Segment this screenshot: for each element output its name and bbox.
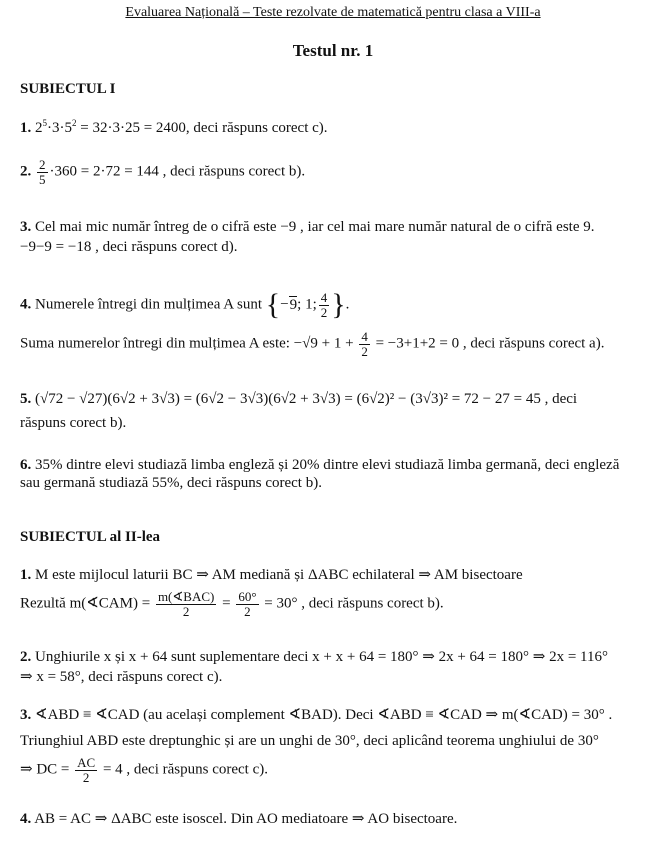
problem-number: 1. <box>20 120 32 136</box>
problem-1-3-line2: −9−9 = −18 , deci răspuns corect d). <box>20 239 238 255</box>
fraction-angle-bac: $\frac{\text{m(∢BAC)}}{2}$ <box>157 589 215 619</box>
problem-number: 2. <box>20 163 32 180</box>
problem-number: 6. <box>20 457 32 473</box>
problem-text: = 4 , deci răspuns corect c). <box>102 761 268 778</box>
problem-2-2-line2: ⇒ x = 58°, deci răspuns corect c). <box>20 669 223 685</box>
problem-text: (√72 − √27)(6√2 + 3√3) = (6√2 − 3√3)(6√2 + 3√3) = (6√2)² − (3√3)² = 72 − 27 = 45 , deci <box>35 391 578 407</box>
problem-number: 2. <box>20 649 32 665</box>
problem-2-3-line3 <box>20 756 660 784</box>
fraction-ac-2: $\frac{AC}{2}$ <box>77 755 96 785</box>
problem-1-5-line2: răspuns corect b). <box>20 415 127 431</box>
problem-text: 35% dintre elevi studiază limba engleză și 20% dintre elevi studiază limba germană, deci engleză <box>35 457 620 473</box>
fraction-60-2: $\frac{60^\circ}{2}$ <box>238 589 257 619</box>
problem-1-5-line1 <box>20 390 660 409</box>
problem-text: Numerele întregi din mulțimea A sunt <box>35 296 263 313</box>
problem-2-2-line1 <box>20 648 660 667</box>
page-header: Evaluarea Națională – Teste rezolvate de matematică pentru clasa a VIII-a <box>125 5 541 20</box>
problem-number: 4. <box>20 811 32 827</box>
problem-1-3-line1 <box>20 218 660 237</box>
problem-number: 3. <box>20 219 32 235</box>
fraction-2-5: $\frac{2}{5}$ <box>39 157 46 187</box>
problem-2-3-line2: Triunghiul ABD este dreptunghic și are un unghi de 30°, deci aplicând teorema unghiului de 30° <box>20 733 599 749</box>
problem-text: ·360 = 2·72 = 144 , deci răspuns corect b). <box>49 163 306 180</box>
section-heading-2: SUBIECTUL al II-lea <box>20 529 161 545</box>
problem-2-1-line2: Rezultă m(∢CAM) = $\frac{\text{m(∢BAC)}}{2}$ = $\frac{60^\circ}{2}$ = 30° , deci răspuns corect b). <box>20 589 444 619</box>
fraction-4-2: $\frac{4}{2}$ <box>361 329 368 359</box>
problem-2-1-line1 <box>20 566 660 585</box>
page-title: Testul nr. 1 <box>292 41 374 60</box>
section-heading-1: SUBIECTUL I <box>20 81 116 97</box>
set-close-brace: } <box>331 288 346 321</box>
problem-number: 5. <box>20 391 32 407</box>
problem-1-2 <box>20 158 660 186</box>
problem-1-4-line1: 4. Numerele întregi din mulțimea A sunt {−9; 1; $\frac{4}{2}$ }. <box>20 288 350 321</box>
problem-text: M este mijlocul laturii BC ⇒ AM mediană și ΔABC echilateral ⇒ AM bisectoare <box>35 567 523 583</box>
fraction-4-2: $\frac{4}{2}$ <box>320 290 328 320</box>
problem-1-6-line2: sau germană studiază 55%, deci răspuns corect b). <box>20 475 322 491</box>
problem-text: Suma numerelor întregi din mulțimea A este: −√9 + 1 + <box>20 335 354 352</box>
problem-text: Rezultă m(∢CAM) = <box>20 595 151 612</box>
problem-text: AB = AC ⇒ ΔABC este isoscel. Din AO mediatoare ⇒ AO bisectoare. <box>34 811 458 827</box>
power-expression: $2^5\cdot 3\cdot 5^2$ <box>35 118 77 136</box>
problem-number: 4. <box>20 296 32 313</box>
problem-number: 1. <box>20 567 32 583</box>
problem-1-1 <box>20 118 660 138</box>
set-open-brace: { <box>265 288 281 321</box>
problem-2-4 <box>20 810 660 829</box>
problem-1-4-line2 <box>20 330 660 358</box>
problem-text: ⇒ DC = <box>20 761 70 778</box>
set-elements: −9; 1; <box>280 296 317 313</box>
problem-text: ∢ABD ≡ ∢CAD (au același complement ∢BAD). Deci ∢ABD ≡ ∢CAD ⇒ m(∢CAD) = 30° . <box>35 707 613 723</box>
problem-number: 3. <box>20 707 32 723</box>
problem-text: Cel mai mic număr întreg de o cifră este −9 , iar cel mai mare număr natural de o cifră este 9. <box>35 219 595 235</box>
problem-text: = −3+1+2 = 0 , deci răspuns corect a). <box>375 335 605 352</box>
problem-text: Unghiurile x și x + 64 sunt suplementare deci x + x + 64 = 180° ⇒ 2x + 64 = 180° ⇒ 2x = 116° <box>35 649 608 665</box>
problem-1-6-line1 <box>20 456 660 475</box>
problem-2-3-line1 <box>20 706 660 725</box>
problem-text: = 32·3·25 = 2400, deci răspuns corect c). <box>80 120 328 136</box>
problem-text: = 30° , deci răspuns corect b). <box>264 595 444 612</box>
